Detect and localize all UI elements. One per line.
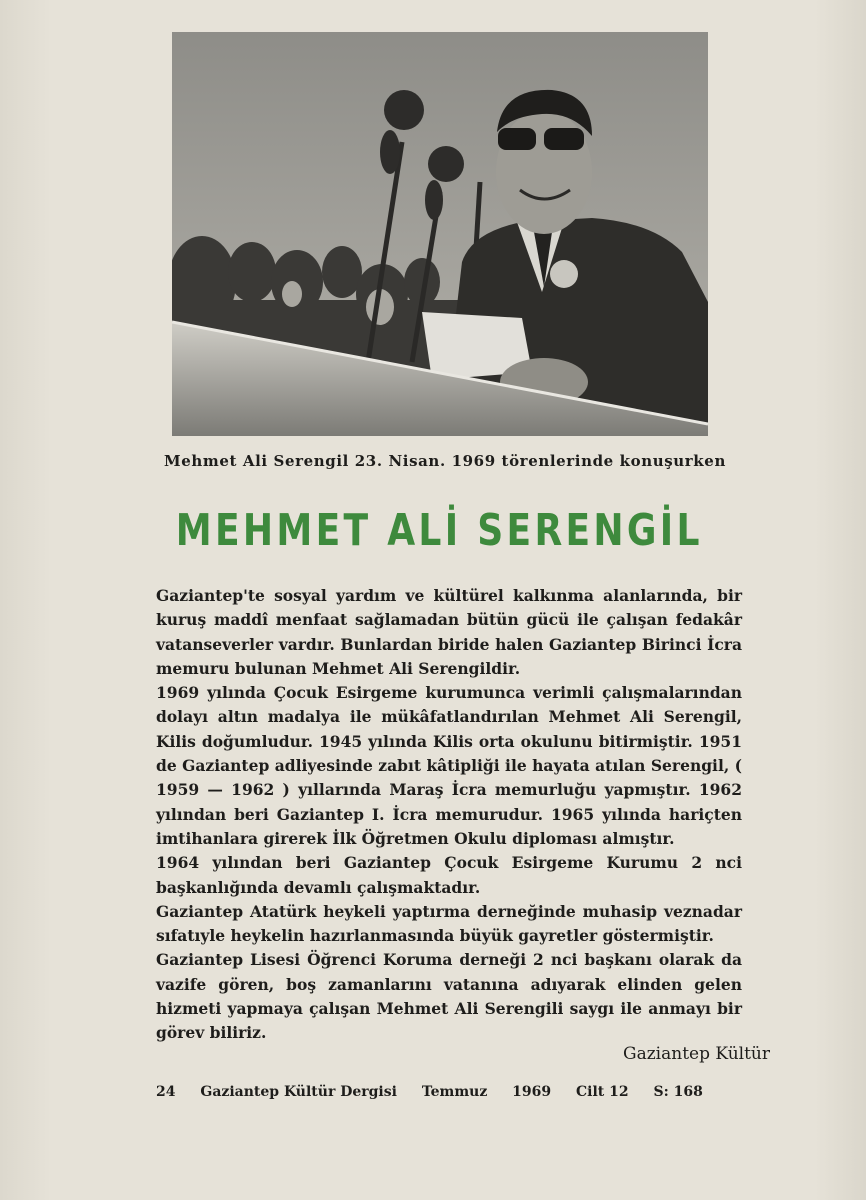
page-footer	[156, 1084, 736, 1100]
page-number: 24	[156, 1084, 176, 1100]
issue-number: S: 168	[653, 1084, 703, 1100]
paragraph: Gaziantep Lisesi Öğrenci Koruma derneği 2 nci başkanı olarak da vazife gören, boş zamanlarını vatanına adıyarak elinden gelen hizmeti yapmaya çalışan Mehmet Ali Serengili saygı ile anmayı bir görev biliriz.	[156, 950, 742, 1043]
paragraph: 1969 yılında Çocuk Esirgeme kurumunca verimli çalışmalarından dolayı altın madalya ile mükâfatlandırılan Mehmet Ali Serengil, Kilis doğumludur. 1945 yılında Kilis orta okulunu bitirmiştir. 1951 de Gaziantep adliyesinde zabıt kâtipliği ile hayata atılan Serengil, ( 1959 — 1962 ) yıllarında Maraş İcra memurluğu yapmıştır. 1962 yılından beri Gaziantep I. İcra memurudur. 1965 yılında hariçten imtihanlara girerek İlk Öğretmen Okulu diploması almıştır.	[156, 683, 742, 848]
magazine-name: Gaziantep Kültür Dergisi	[200, 1084, 397, 1100]
paragraph: 1964 yılından beri Gaziantep Çocuk Esirgeme Kurumu 2 nci başkanlığında devamlı çalışmaktadır.	[156, 853, 742, 897]
paragraph: Gaziantep'te sosyal yardım ve kültürel kalkınma alanlarında, bir kuruş maddî menfaat sağlamadan bütün gücü ile çalışan fedakâr vatanseverler vardır. Bunlardan biride halen Gaziantep Birinci İcra memuru bulunan Mehmet Ali Serengildir.	[156, 586, 742, 678]
article-body	[156, 584, 742, 1046]
paragraph: Gaziantep Atatürk heykeli yaptırma derneğinde muhasip veznadar sıfatıyle heykelin hazırlanmasında büyük gayretler göstermiştir.	[156, 901, 742, 946]
issue-month: Temmuz	[421, 1084, 488, 1100]
speaker-photo	[172, 32, 708, 436]
photo-caption: Mehmet Ali Serengil 23. Nisan. 1969 törenlerinde konuşurken	[164, 452, 726, 470]
article-title: MEHMET ALİ SERENGİL	[175, 505, 703, 556]
article-signature: Gaziantep Kültür	[623, 1044, 770, 1064]
issue-year: 1969	[512, 1084, 552, 1100]
volume-number: Cilt 12	[576, 1084, 629, 1100]
